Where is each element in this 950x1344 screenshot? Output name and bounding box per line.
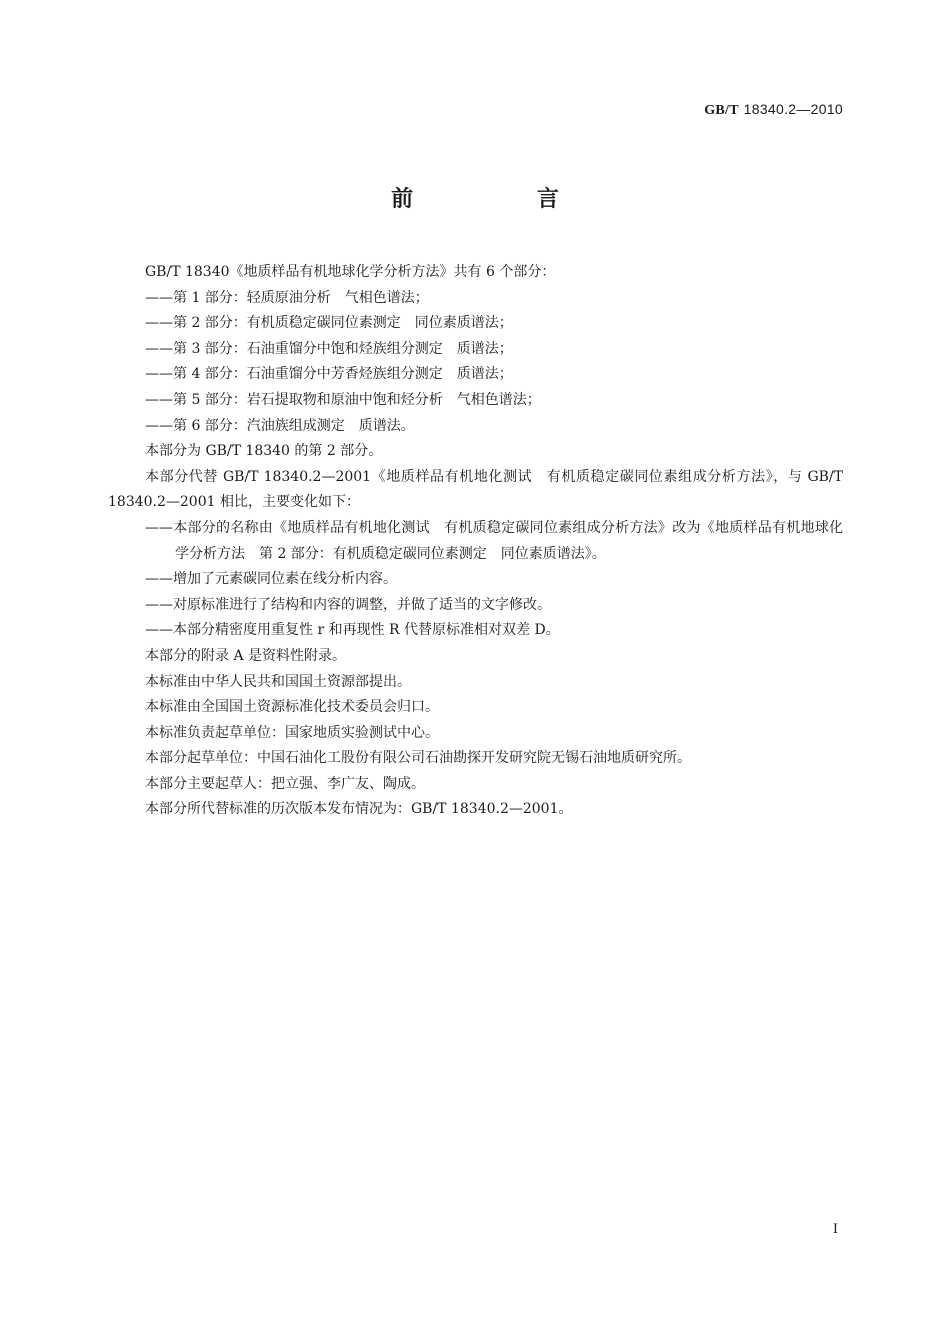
committee-statement: 本标准由全国国土资源标准化技术委员会归口。 [145,699,439,716]
drafters-statement: 本部分主要起草人：把立强、李广友、陶成。 [145,775,425,792]
proposer-statement: 本标准由中华人民共和国国土资源部提出。 [145,673,411,690]
page-number: I [832,1222,838,1237]
drafting-unit-statement: 本部分起草单位：中国石油化工股份有限公司石油勘探开发研究院无锡石油地质研究所。 [145,750,691,767]
part-item-6: ——第 6 部分：汽油族组成测定 质谱法。 [145,417,415,434]
responsible-unit-statement: 本标准负责起草单位：国家地质实验测试中心。 [145,724,439,741]
intro-paragraph: GB/T 18340《地质样品有机地球化学分析方法》共有 6 个部分： [145,264,556,280]
change-item-3: ——对原标准进行了结构和内容的调整，并做了适当的文字修改。 [145,596,551,613]
foreword-body [108,260,843,823]
version-history-statement: 本部分所代替标准的历次版本发布情况为：GB/T 18340.2—2001。 [145,801,573,818]
part-item-1: ——第 1 部分：轻质原油分析 气相色谱法； [145,289,429,306]
part-item-5: ——第 5 部分：岩石提取物和原油中饱和烃分析 气相色谱法； [145,391,541,408]
part-item-4: ——第 4 部分：石油重馏分中芳香烃族组分测定 质谱法； [145,366,513,383]
change-item-4: ——本部分精密度用重复性 r 和再现性 R 代替原标准相对双差 D。 [145,622,560,639]
part-statement: 本部分为 GB/T 18340 的第 2 部分。 [145,443,383,460]
standard-code-prefix: GB/T [704,103,739,118]
replacement-paragraph: 本部分代替 GB/T 18340.2—2001《地质样品有机地化测试 有机质稳定碳同位素组成分析方法》，与 GB/T 18340.2—2001 相比，主要变化如下： [108,468,843,511]
standard-code-number: 18340.2—2010 [743,101,843,117]
part-item-2: ——第 2 部分：有机质稳定碳同位素测定 同位素质谱法； [145,315,513,332]
standard-code [704,101,843,119]
part-item-3: ——第 3 部分：石油重馏分中饱和烃族组分测定 质谱法； [145,340,513,357]
page-title: 前 言 [391,187,617,212]
change-item-2: ——增加了元素碳同位素在线分析内容。 [145,571,397,588]
appendix-statement: 本部分的附录 A 是资料性附录。 [145,647,347,664]
change-item-1: ——本部分的名称由《地质样品有机地化测试 有机质稳定碳同位素组成分析方法》改为《地质样品有机地球化学分析方法 第 2 部分：有机质稳定碳同位素测定 同位素质谱法》。 [145,519,843,562]
